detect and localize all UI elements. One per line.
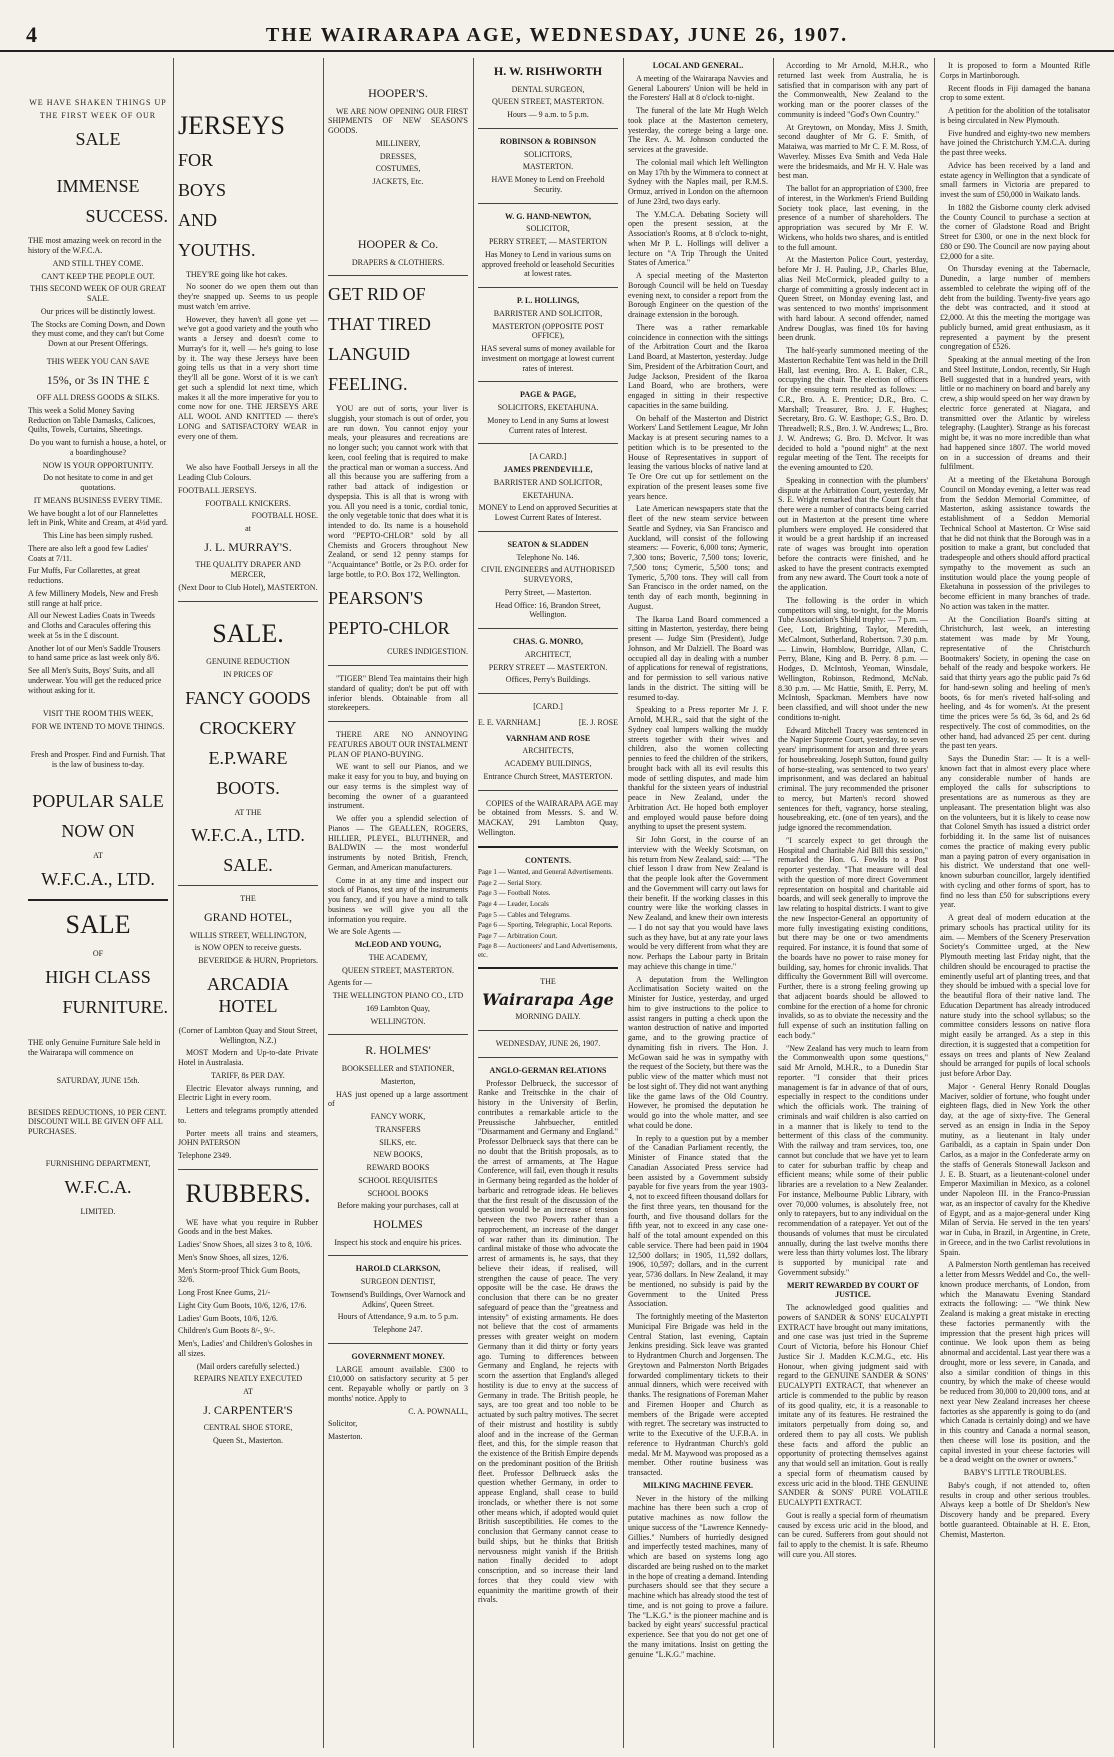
ad-text: Letters and telegrams promptly attended to. (178, 1106, 318, 1125)
news-paragraph: The half-yearly summoned meeting of the Masterton Rechabite Tent was held in the Drill Hall, last evening, Bro. A. E. Baker, C.R., occupying the chair. The election of officers for the ensuing term resulted as follows: — C.R., Bro. A. E. Prentice; D.R., Bro. C. Marshall; Treasurer, Bro. J. F. Hughes; Secretary, Bro. G. W. Easthope; G.S., Bro. D. Threadwell; R.S., Bro. J. W. Andrews; L., Bro. J. W. Andrews; G. Bro. D. McIvor. It was decided to hold a "pound night" at the next regular meeting of the Tent. The receipts for the evening amounted to £20. (778, 346, 928, 472)
card-line: ROBINSON & ROBINSON (499, 136, 596, 146)
ad-line: THE (240, 894, 256, 904)
card-line: E. E. VARNHAM.] (478, 717, 541, 727)
news-paragraph: "I scarcely expect to get through the Hospital and Charitable Aid Bill this session," remarked the Hon. G. Fowlds to a Post reporter yesterday. "That measure will deal with the question of more direct Government representation on hospital and charitable aid boards, and will seek generally to improve the law relating to hospital districts. I want to give the new Inspector-General an opportunity of more fully investigating existing conditions, but there may be one or two amendments required. For instance, it is found that some of the boards have no power to raise money for building, say, homes for chronic invalids. That difficulty the Government Bill will overcome. Further, there is a strong feeling growing up that adjacent boards should be allowed to combine for the erection of a home for chronic invalids, so as to obviate the necessity and the full expense of such an institution falling on each body." (778, 835, 928, 1040)
news-paragraph: A meeting of the Wairarapa Navvies and General Labourers' Union will be held in the Foresters' Hall at 8 o'clock to-night. (628, 73, 768, 103)
card-line: HAS several sums of money available for investment on mortgage at lowest current rates of interest. (481, 344, 615, 373)
card-line: MASTERTON (OPPOSITE POST OFFICE), (492, 321, 604, 341)
ad-headline: SALE. (223, 855, 273, 876)
ad-headline: CROCKERY (199, 717, 297, 738)
column-rule (323, 58, 324, 1748)
card-headline: H. W. RISHWORTH (493, 64, 603, 78)
news-paragraph: In 1882 the Gisborne county clerk advised the County Council to purchase a section at the corner of Gladstone Road and Bright Street for £300, or one in the next block for £80 or £90. The Council are now paying about £2,000 for a site. (940, 202, 1090, 261)
card-line: Telephone No. 146. (516, 552, 580, 562)
news-paragraph: According to Mr Arnold, M.H.R., who returned last week from Australia, he is satisfied that in comparison with any part of the Commonwealth, New Zealand to the working man or the poorer classes of the community is indeed "God's Own Country." (778, 61, 928, 119)
ad-line: SCHOOL BOOKS (367, 1188, 429, 1198)
ad-headline: HOOPER & Co. (357, 236, 439, 251)
card-line: DENTAL SURGEON, (511, 84, 585, 94)
news-paragraph: Says the Dunedin Star: — It is a well-known fact that in almost every place where any considerable number of hands are employed the calls for subscriptions to presentations are as numerous as they are unpleasant. The presentation blight was also on the volunteers, but it is likely to cease now that Colonel Smyth has issued a district order forbidding it. In the same list of nuisances comes the practice of making every public man a paying patron of every organisation in his district. We understand that one well-known suburban councillor, largely identified with cycling and other forms of sport, has to find no less than £50 for subscriptions every year. (940, 754, 1090, 910)
ad-headline: NOW ON (61, 821, 135, 842)
section-divider (478, 1030, 618, 1031)
ad-line: C. A. POWNALL, (408, 1406, 468, 1416)
ad-headline: HOLMES (373, 1217, 423, 1232)
ad-line: Men's Snow Shoes, all sizes, 12/6. (178, 1252, 289, 1262)
card-line: SOLICITORS, (523, 149, 573, 159)
news-paragraph: A petition for the abolition of the totalisator is being circulated in New Plymouth. (940, 106, 1090, 125)
ad-headline: SUCCESS. (85, 206, 168, 227)
card-line: Perry Street, — Masterton. (504, 587, 592, 597)
ad-line: THE only Genuine Furniture Sale held in the Wairarapa will commence on (28, 1038, 161, 1058)
ad-text: Come in at any time and inspect our stock of Pianos, test any of the instruments you fancy, and if you have a mind to talk business we will give you all the information you require. (328, 875, 468, 924)
card-line: VARNHAM AND ROSE (505, 733, 591, 743)
contents-item: Page 3 — Football Notes. (478, 889, 551, 898)
ad-headline: HIGH CLASS (45, 966, 151, 987)
ad-line: THE most amazing week on record in the history of the W.F.C.A. (28, 236, 162, 256)
ad-line: SATURDAY, JUNE 15th. (56, 1075, 140, 1085)
ad-line: Agents for — (328, 978, 372, 988)
column-1-wfca-sale-ad (28, 58, 168, 1748)
ad-line: We have bought a lot of our Flannelettes left in Pink, White and Cream, at 4½d yard. (28, 508, 168, 528)
ad-headline: FEELING. (328, 374, 408, 395)
section-title: LOCAL AND GENERAL. (652, 61, 744, 70)
ad-headline: SALE (75, 128, 121, 149)
card-divider (478, 443, 618, 444)
column-6-local-news (778, 58, 928, 1748)
contents-item: Page 2 — Serial Story. (478, 878, 542, 887)
ad-line: CAN'T KEEP THE PEOPLE OUT. (41, 271, 155, 281)
news-paragraph: At the Masterton Police Court, yesterday, before Mr J. H. Pauling, J.P., Charles Blue, alias Neil McCormick, pleaded guilty to a charge of committing a grossly indecent act in Queen Street, on Monday evening last, and was sentenced to two months' imprisonment with hard labour. A second offender, named Andrew Douglas, was fined 10s for having been drunk. (778, 255, 928, 343)
contents-item: Page 7 — Arbitration Court. (478, 931, 558, 940)
ad-line: DRESSES, (379, 151, 417, 161)
card-divider (478, 693, 618, 694)
paper-nameplate: Wairarapa Age (482, 989, 614, 1009)
ad-line: CENTRAL SHOE STORE, (203, 1423, 293, 1433)
news-paragraph: Recent floods in Fiji damaged the banana crop to some extent. (940, 83, 1090, 103)
card-divider (478, 628, 618, 629)
news-paragraph: The following is the order in which competitors will sing, to-night, for the Morris Tube Association's Shield trophy: — 7 p.m. — Gee, Lott, Brighting, Taylor, Meredith, McCalmont, Sutherland, Robertson. 7.30 p.m. — Linwin, Hornblow, Burridge, Allan, C. Perry, Blane, King and B. Perry. 8 p.m. — Hodges, D. McIntosh, Yeoman, Winsdale, Wellington, Robinson, Redmond, McNab. 8.30 p.m. — Mc Hattie, Smith, E. Perry, M. McIntosh, Spackman. Members have now been classified, and will shoot under the new conditions to-night. (778, 595, 928, 722)
ad-headline: J. CARPENTER'S (203, 1402, 293, 1417)
ad-line: GENUINE REDUCTION (206, 657, 290, 667)
ad-line: IT MEANS BUSINESS EVERY TIME. (33, 495, 163, 505)
ad-divider (328, 1343, 468, 1344)
news-paragraph: Sir John Gorst, in the course of an interview with the Weekly Scotsman, on his return from New Zealand, said: — "The chief lesson I draw from New Zealand is that the people look after the Government and the Government will carry out laws for their benefit. If the working classes in this country were like the working classes in New Zealand, and knew their own interests — I do not say that you would have laws such as they have, but at any rate your laws would be very different from what they are now. Perhaps the Labour party in Britain may achieve this change in time." (628, 835, 768, 971)
ad-divider (328, 275, 468, 276)
ad-line: FOOTBALL HOSE. (251, 511, 318, 521)
ad-headline: YOUTHS. (178, 239, 256, 260)
news-paragraph: Five hundred and eighty-two new members have joined the Christchurch Y.M.C.A. during the past three weeks. (940, 128, 1090, 157)
card-line: PERRY STREET — MASTERTON. (488, 662, 608, 672)
ad-line: LIMITED. (80, 1206, 116, 1216)
ad-line: WELLINGTON. (370, 1016, 426, 1026)
ad-line: Long Frost Knee Gums, 21/- (178, 1288, 271, 1298)
column-rule (934, 58, 935, 1748)
ad-line: AT THE (234, 807, 262, 817)
news-paragraph: Edward Mitchell Tracey was sentenced in the Napier Supreme Court, yesterday, to seven years' imprisonment for arson and three years for housebreaking. Joseph Sutton, found guilty of horse-stealing, was sentenced to two years' imprisonment, and was declared an habitual criminal. The jury recommended the prisoner to mercy, but Marten's record showed sentences for theft, vagrancy, horse stealing, housebreaking, etc. (one of ten years), and the judge ignored the recommendation. (778, 725, 928, 832)
column-rule (623, 58, 624, 1748)
paper-the: THE (540, 977, 556, 987)
ad-line: Telephone 247. (373, 1325, 423, 1335)
ad-text: WE want to sell our Pianos, and we make it easy for you to buy, and buying on our easy terms is the simplest way of becoming the owner of a guaranteed instrument. (328, 762, 468, 811)
ad-line: DRAPERS & CLOTHIERS. (351, 257, 445, 267)
ad-line: (Corner of Lambton Quay and Stout Street, Wellington, N.Z.) (178, 1025, 318, 1045)
card-line: Offices, Perry's Buildings. (505, 675, 591, 685)
news-subheading: BABY'S LITTLE TROUBLES. (963, 1468, 1067, 1477)
ad-line: BESIDES REDUCTIONS, 10 PER CENT. DISCOUNT WILL BE GIVEN OFF ALL PURCHASES. (28, 1107, 167, 1137)
ad-line: THE QUALITY DRAPER AND MERCER, (195, 560, 301, 580)
ad-headline: HOOPER'S. (368, 86, 428, 100)
ad-line: This Line has been simply rushed. (43, 531, 153, 541)
ad-text: LARGE amount available. £300 to £10,000 on satisfactory security at 5 per cent. Repayable wholly or partly on 3 months' notice. Apply to (328, 1364, 468, 1403)
card-text: COPIES of the WAIRARAPA AGE may be obtained from Messrs. S. and W. MACKAY, 291 Lambton Quay, Wellington. (478, 798, 618, 837)
ad-line: IN PRICES OF (223, 670, 273, 680)
ad-headline: FURNITURE. (62, 996, 168, 1017)
card-line: SOLICITOR, (526, 224, 570, 234)
ad-line: NEW BOOKS, (373, 1150, 423, 1160)
ad-headline: ARCADIA HOTEL (206, 973, 289, 1016)
ad-line: at (245, 524, 251, 534)
ad-line: FOOTBALL JERSEYS. (178, 485, 257, 495)
card-line: SEATON & SLADDEN (507, 539, 589, 549)
ad-line: There are also left a good few Ladies' Coats at 7/11. (28, 543, 149, 563)
ad-text: However, they haven't all gone yet — we've got a good variety and the youth who wants a Jersey and doesn't come to Murray's for it, well — he's going to lose by it. The way these Jerseys have been going tells us that in a very short time they'll all be gone. Worst of it is we can't get such a splendid lot next time, which makes it all the more imperative for you to come now for one. THE JERSEYS ARE ALL WOOL AND KNITTED — there's LONG and SATISFACTORY WEAR in every one of them. (178, 314, 318, 441)
contents-heading: CONTENTS. (524, 855, 571, 865)
ad-line: HAROLD CLARKSON, (355, 1264, 441, 1274)
news-paragraph: A deputation from the Wellington Acclimatisation Society waited on the Minister for Justice, yesterday, and urged him to give instructions to the police to assist rangers in putting a check upon the wanton destruction of native and imported game, and to the growing practice of dynamiting fish in rivers. The Hon. J. McGowan said he was in sympathy with the request of the Society, but there was the public view of the matter which must not be lost sight of. They did not want anything like the game laws of the Old Country. However, he promised the deputation he would go into the whole matter, and see what could be done. (628, 974, 768, 1130)
ad-headline: FOR (178, 149, 214, 170)
news-paragraph: Advice has been received by a land and estate agency in Wellington that a syndicate of small farmers in Victoria are prepared to invest the sum of £50,000 in Waikato lands. (940, 160, 1090, 199)
card-divider (478, 790, 618, 791)
news-paragraph: Speaking to a Press reporter Mr J. F. Arnold, M.H.R., said that the sight of the Sydney coal lumpers walking the muddy streets together with their wives and children, also the women collecting pennies to feed the children of the strikers, brought back with all its evil results this mode of settling disputes, and made him thankful for the sixteen years of industrial peace in New Zealand, under the Arbitration Act. He hoped both employer and employed would pause before doing anything to upset the present system. (628, 705, 768, 832)
ad-text: "TIGER" Blend Tea maintains their high standard of quality; don't be put off with inferior blends. Obtainable from all storekeepers. (328, 674, 468, 713)
ad-line: BEVERIDGE & HURN, Proprietors. (198, 956, 318, 966)
ad-headline: PEPTO-CHLOR (328, 617, 450, 638)
ad-headline: GRAND HOTEL, (204, 910, 292, 925)
ad-divider (328, 1255, 468, 1256)
ad-text: Electric Elevator always running, and Electric Light in every room. (178, 1083, 318, 1103)
ad-line: COSTUMES, (375, 164, 421, 174)
ad-line: THIS WEEK YOU CAN SAVE (46, 356, 150, 366)
ad-text: YOU are out of sorts, your liver is sluggish, your stomach is out of order, you are run down. You cannot enjoy your meals, your pleasures and recreations are no longer such; you cannot work with that keen, cool feeling that is required to make the practical man or woman a success. And all this because you are suffering from a rather bad attack of indigestion or dyspepsia. This is all that is wrong with you. All you need is a tonic, cordial tonic, the only vegetable tonic that does what it is intended to do. Its name is a household word "PEPTO-CHLOR" sold by all Chemists and Grocers throughout New Zealand, or send 12 penny stamps for "Acquaintance" Bottle, or 2s P.O. order for large bottle, to P.O. Box 172, Wellington. (328, 404, 468, 579)
ad-line: AT (243, 1387, 253, 1397)
ad-line: FURNISHING DEPARTMENT, (45, 1158, 151, 1168)
card-line: Has Money to Lend in various sums on approved freehold or leasehold Securities at lowest rates. (481, 249, 615, 279)
ad-line: OF (92, 948, 104, 958)
ad-headline: BOOTS. (216, 777, 280, 798)
ad-line: Hours of Attendance, 9 a.m. to 5 p.m. (337, 1312, 459, 1322)
ad-text: WE have what you require in Rubber Goods and in the best Makes. (178, 1217, 318, 1237)
ad-line: All our Newest Ladies Coats in Tweeds and Cloths and Caracules offering this week at 5s in the £ discount. (28, 611, 155, 640)
ad-headline: W.F.C.A., LTD. (41, 869, 155, 890)
ad-line: Another lot of our Men's Saddle Trousers to hand same price as last week only 8/6. (28, 643, 161, 663)
card-line: SOLICITORS, EKETAHUNA. (497, 403, 599, 413)
card-line: JAMES PRENDEVILLE, (503, 465, 593, 475)
paper-date: WEDNESDAY, JUNE 26, 1907. (495, 1039, 601, 1049)
ad-line: SCHOOL REQUISITES (358, 1175, 438, 1185)
column-2-ads (178, 58, 318, 1748)
ad-headline: J. L. MURRAY'S. (204, 539, 292, 554)
contents-list (478, 868, 618, 959)
news-paragraph: "New Zealand has very much to learn from the Commonwealth upon some questions," said Mr Arnold, M.H.R., to a Dunedin Star reporter. "I consider that their prices management is far in advance of that of ours, especially in respect to the conditions under which the officials work. The training of criminals and waif children is also carried on in a manner that is likely to tend to the betterment of this class of the community. With the railway and tram services, too, one cannot but conclude that we have yet to learn to cater for suburban traffic by cheap and efficient means; while some of their public libraries are a revelation to a New Zealander. For instance, Melbourne Public Library, with over 70,000 volumes, is absolutely free, not only to ratepayers, but to any individual on the recommendation of a ratepayer. Yet out of the thousands of volumes that must be circulated annually, during the last twelve months there were less than thirty volumes lost. The library is supported by municipal rate and Government subsidy." (778, 1043, 928, 1277)
column-3-ads (328, 58, 468, 1748)
news-paragraph: It is proposed to form a Mounted Rifle Corps in Martinborough. (940, 61, 1090, 80)
section-divider (478, 846, 618, 848)
news-paragraph: Late American newspapers state that the fleet of the new steam service between Seattle and Sydney, via San Francisco and Auckland, will consist of the following steamers: — Foveric, 6,000 tons; Aymeric, 7,300 tons; Boveric, 7,500 tons; Ioveric, 7,500 tons; Cymeric, 5,500 tons; and Tymeric, 5,700 tons. They will call from San Francisco in the order named, on the tenth day of each month, beginning in August. (628, 504, 768, 611)
contents-item: Page 4 — Leader, Locals (478, 899, 549, 908)
ad-line: SILKS, etc. (379, 1137, 417, 1147)
ad-headline: W.F.C.A. (64, 1176, 132, 1197)
contents-item: Page 5 — Cables and Telegrams. (478, 910, 571, 919)
card-divider (478, 531, 618, 532)
ad-line: TARIFF, 8s PER DAY. (211, 1070, 285, 1080)
ad-line: WE HAVE SHAKEN THINGS UP (29, 98, 167, 107)
news-paragraph: Baby's cough, if not attended to, often results in croup and other serious troubles. Always keep a bottle of Dr Sheldon's New Discovery handy and be prepared. Every bottle guaranteed. Obtainable at H. E. Eton, Chemist, Masterton. (940, 1480, 1090, 1539)
ad-line: Townsend's Buildings, Over Warnock and Adkins', Queen Street. (330, 1289, 466, 1309)
ad-divider (328, 665, 468, 666)
news-paragraph: At the Conciliation Board's sitting at Christchurch, last week, an interesting statement was made by Mr Young, representative of the Christchurch Bootmakers' Society, in opening the case on behalf of the ready and bespoke workers. He said that thirty years ago the public paid 7s 6d for hand-sewn soling and heeling of men's boots, 6s for men's riveted half-soling and heeling, and 4s for women's. At the present time the prices were 5s 6d, 3s 6d, and 2s 6d respectively. The cost of commodities, on the other hand, had advanced 25 per cent. during the past ten years. (940, 614, 1090, 751)
section-divider (478, 1057, 618, 1058)
ad-line: Men's Storm-proof Thick Gum Boots, 32/6. (178, 1265, 300, 1285)
ad-headline: IMMENSE (56, 176, 140, 197)
news-paragraph: The fortnightly meeting of the Masterton Municipal Fire Brigade was held in the Central Station, last evening, Captain Jenkins presiding. Sick leave was granted to Hydrantmen Church and Jorgensen. The Greytown and Palmerston North Brigades forwarded complimentary tickets to their annual dinners, which were received with thanks. The resignations of Foreman Maher and Firemen Hooper and Church as members of the Brigade were accepted with regret. The secretary was instructed to write to the Executive of the U.F.B.A. in reference to Hydrantman Church's gold medal. Mr M. Maywood was proposed as a member. Other routine business was transacted. (628, 1312, 768, 1477)
ad-text: Porter meets all trains and steamers, JOHN PATERSON (178, 1128, 318, 1148)
card-line: CHAS. G. MONRO, (513, 637, 583, 647)
ad-headline: BOYS (178, 179, 227, 200)
ad-line: Before making your purchases, call at (337, 1201, 459, 1211)
card-line: PAGE & PAGE, (520, 390, 576, 400)
ad-line: Light City Gum Boots, 10/6, 12/6, 17/6. (178, 1300, 307, 1310)
ad-line: Inspect his stock and enquire his prices. (334, 1237, 462, 1247)
contents-item: Page 1 — Wanted, and General Advertisements. (478, 868, 613, 877)
ad-line: FOR WE INTEND TO MOVE THINGS. (31, 722, 165, 732)
card-line: QUEEN STREET, MASTERTON. (491, 97, 605, 107)
card-divider (478, 203, 618, 204)
card-line: W. G. HAND-NEWTON, (504, 211, 591, 221)
news-paragraph: A great deal of modern education at the primary schools has practical utility for its aim. — Members of the Scenery Preservation Society's Committee urged, at the New Plymouth meeting last Friday night, that the children should be encouraged to practise the eminently useful art of planting trees, and that they should be imbued with a special love for the beautiful flora of their native land. The Education Department has already introduced nature study into the school syllabus; so the committee considers lessons on native flora might easily be arranged. As a step in this direction, it is suggested that a competition for essays on trees and plants of New Zealand should be arranged for pupils of local schools just before Arbor Day. (940, 913, 1090, 1078)
column-rule (173, 58, 174, 1748)
column-4-cards-and-leader (478, 58, 618, 1748)
ad-line: Masterton, (380, 1076, 416, 1086)
leader-title: ANGLO-GERMAN RELATIONS (489, 1065, 607, 1075)
ad-line: A few Millinery Models, New and Fresh still range at half price. (28, 588, 158, 608)
news-paragraph: Major - General Henry Ronald Douglas Maciver, soldier of fortune, who fought under eighteen flags, died in New York the other day, at the age of sixty-five. The General served as an ensign in India in the Sepoy mutiny, as a lieutenant in Italy under Garibaldi, as a captain in Spain under Don Carlos, as a major in the Confederate army on the staffs of Generals Stonewall Jackson and J. E. B. Stuart, as a lieutenant-colonel under Emperor Maximilian in Mexico, as a colonel under Napoleon III. in the Franco-Prussian war, as an inspector of cavalry for the Khedive of Egypt, and as a major-general under King Milan of Servia. He served in the ten years' war in Cuba, in Brazil, in Argentine, in Crete, in Greece, and in the two Carlist revolutions in Spain. (940, 1081, 1090, 1257)
news-subheading: MERIT REWARDED BY COURT OF JUSTICE. (786, 1280, 920, 1300)
ad-line: FOOTBALL KNICKERS. (205, 498, 291, 508)
ad-headline: SALE. (212, 618, 284, 648)
card-line: Head Office: 16, Brandon Street, Wellington. (495, 600, 601, 620)
news-paragraph: Never in the history of the milking machine has there been such a crop of putative machines as now follow the unique success of the "Lawrence Kennedy-Gillies." Numbers of hurriedly designed and imperfectly tested machines, many of which are based on systems long ago discarded are being rushed on to the market in the hope of creating a demand. Intending purchasers should see that they secure a machine which has already stood the test of time, and is not going to prove a failure. The "L.K.G." is the pioneer machine and is backed by eight years' successful practical experience. See that you do not get one of the many imitations. Insist on getting the genuine "L.K.G." machine. (628, 1493, 768, 1659)
ad-line: is NOW OPEN to receive guests. (194, 943, 302, 953)
ad-text: THEY'RE going like hot cakes. (186, 269, 288, 279)
column-7-general-news (940, 58, 1090, 1748)
card-line: Hours — 9 a.m. to 5 p.m. (507, 110, 589, 120)
ad-line: Ladies' Gum Boots, 10/6, 12/6. (178, 1313, 278, 1323)
news-paragraph: On Thursday evening at the Tabernacle, Dunedin, a large number of members assembled to celebrate the wiping off of the debt from the building. Twenty-five years ago the debt was contracted, and it stood at £2,000. At this the meeting the mortgage was publicly burned, amid great enthusiasm, as it represented a payment by the present congregation of £526. (940, 264, 1090, 352)
ad-divider (28, 899, 168, 901)
column-rule (773, 58, 774, 1748)
news-paragraph: The Y.M.C.A. Debating Society will open the present session, at the Association's Rooms, at 8 o'clock to-night, when Mr P. L. Hollings will deliver a lecture on "A Trip Through the United States of America." (628, 209, 768, 268)
news-paragraph: A special meeting of the Masterton Borough Council will be held on Tuesday evening next, to consider a report from the Borough Engineer on the question of the drainage extension in the borough. (628, 271, 768, 319)
ad-line: MILLINERY, (375, 138, 421, 148)
ad-line: Children's Gum Boots 8/-, 9/-. (178, 1326, 275, 1336)
ad-headline: GET RID OF (328, 284, 426, 305)
card-line: EKETAHUNA. (522, 490, 574, 500)
ad-headline: POPULAR SALE (32, 791, 164, 812)
news-paragraph: The funeral of the late Mr Hugh Welch took place at the Masterton cemetery, yesterday, the cortege being a large one. The Rev. A. M. Johnson conducted the services at the graveside. (628, 106, 768, 154)
newspaper-masthead (0, 22, 1114, 52)
card-line: Money to Lend in any Sums at lowest Current rates of Interest. (487, 415, 609, 435)
ad-headline: LANGUID (328, 344, 410, 365)
ad-text: THERE ARE NO ANNOYING FEATURES ABOUT OUR INSTALMENT PLAN OF PIANO-BUYING. (328, 730, 468, 759)
news-paragraph: On behalf of the Masterton and District Workers' Land Settlement League, Mr John Mackay is at present securing names to a petition which is to be presented to the House of Representatives in support of leasing the various blocks of native land at Te Ore Ore cut up for settlement on the expiration of the present leases some five years hence. (628, 413, 768, 501)
ad-text: We offer you a splendid selection of Pianos — The GEALLEN, ROGERS, HILLIER, PLEYEL, BLUTHNER, and BALDWIN — the most wonderful instruments by noted British, French, German, and American manufacturers. (328, 814, 468, 872)
ad-line: Men's, Ladies' and Children's Goloshes in all sizes. (178, 1339, 313, 1358)
ad-line: THIS SECOND WEEK OF OUR GREAT SALE. (30, 284, 166, 304)
ad-line: BOOKSELLER and STATIONER, (341, 1064, 455, 1074)
card-line: BARRISTER AND SOLICITOR, (493, 477, 603, 487)
contents-item: Page 6 — Sporting, Telegraphic, Local Reports. (478, 921, 613, 930)
column-5-local-news (628, 58, 768, 1748)
ad-divider (328, 721, 468, 722)
ad-line: The Stocks are Coming Down, and Down they must come, and they can't but Come Down at our Present Offerings. (31, 319, 165, 349)
ad-line: AT (93, 851, 103, 861)
ad-line: (Mail orders carefully selected.) (196, 1361, 300, 1371)
card-line: CIVIL ENGINEERS and AUTHORISED SURVEYORS, (481, 565, 615, 585)
news-paragraph: Speaking at the annual meeting of the Iron and Steel Institute, London, recently, Sir Hugh Bell suggested that in a hundred years, with little or no machinery on board and barely any crew, a ship would speed on her way drawn by electric force generated at Niagara, and transmitted over the Atlantic by wireless telegraphy. (Laughter). Strange as his forecast might be, it was no more incredible than what had happened since 1807. The world moved on in a succession of dreams and their fulfilment. (940, 355, 1090, 472)
ad-divider (178, 601, 318, 602)
ad-text: We also have Football Jerseys in all the Leading Club Colours. (178, 463, 318, 483)
news-paragraph: The acknowledged good qualities and powers of SANDER & SONS' EUCALYPTI EXTRACT have brought out many imitations, and one case was just tried in the Supreme Court of Victoria, before his Honour Chief Justice Sir J. Madden K.C.M.G., etc. His Honour, when giving judgment said with regard to the GENUINE SANDER & SONS' EUCALYPTI EXTRACT, that whenever an article is commended to the public by reason of its good quality, etc, it is a reasonable to imitate any of its features. He restrained the imitators perpetually from doing so, and ordered them to pay all costs. We publish these facts and afford the public an opportunity of protecting themselves against any that would sell an imitation. Gout is really a special form of rheumatism caused by excess uric acid in the blood. THE GENUINE SANDER & SONS' PURE VOLATILE EUCALYPTI EXTRACT. (778, 1303, 928, 1507)
ad-line: OFF ALL DRESS GOODS & SILKS. (36, 393, 160, 403)
ad-headline: AND (178, 209, 217, 230)
card-names-row (478, 715, 618, 731)
ad-line: 169 Lambton Quay, (366, 1003, 430, 1013)
ad-line: WILLIS STREET, WELLINGTON, (189, 930, 307, 940)
card-line: ACADEMY BUILDINGS, (504, 759, 592, 769)
card-line: ARCHITECTS, (522, 746, 574, 756)
card-divider (478, 381, 618, 382)
ad-line: Solicitor, (328, 1419, 358, 1429)
page-number: 4 (26, 22, 37, 47)
ad-line: This week a Solid Money Saving Reduction on Table Damasks, Calicoes, Quilts, Towels, Curtains, Sheetings. (28, 405, 156, 435)
ad-line: JACKETS, Etc. (372, 177, 424, 187)
ad-line: FANCY WORK, (370, 1112, 426, 1122)
ad-headline: JERSEYS (178, 111, 285, 140)
news-paragraph: The ballot for an appropriation of £300, free of interest, in the Workmen's Friend Building Society took place, last evening, in the presence of a number of shareholders. The appropriation was secured by Mr F. W. Wickens, who holds two shares, and is entitled to the full amount. (778, 184, 928, 252)
card-line: P. L. HOLLINGS, (516, 296, 580, 306)
ad-line: Queen St., Masterton. (213, 1436, 283, 1446)
card-line: [E. J. ROSE (578, 717, 618, 727)
ad-line: THE ACADEMY, (368, 952, 428, 962)
ad-line: GOVERNMENT MONEY. (351, 1351, 445, 1361)
ad-line: Masterton. (328, 1432, 363, 1442)
ad-line: McLEOD AND YOUNG, (354, 940, 442, 950)
ad-line: Do you want to furnish a house, a hotel, or a boardinghouse? (29, 438, 167, 457)
ad-divider (178, 885, 318, 886)
ad-line: THE WELLINGTON PIANO CO., LTD (332, 991, 464, 1001)
card-line: MASTERTON. (522, 162, 574, 172)
ad-headline: RUBBERS. (185, 1178, 311, 1208)
newspaper-title: THE WAIRARAPA AGE, WEDNESDAY, JUNE 26, 1907. (265, 24, 849, 46)
card-divider (478, 287, 618, 288)
ad-divider (328, 1034, 468, 1035)
card-line: BARRISTER AND SOLICITOR, (493, 308, 603, 318)
ad-line: REPAIRS NEATLY EXECUTED (193, 1374, 303, 1384)
ad-line: TRANSFERS (375, 1124, 421, 1134)
ad-line: NOW IS YOUR OPPORTUNITY. (42, 460, 154, 470)
ad-line: THE FIRST WEEK OF OUR (39, 110, 157, 120)
card-line: HAVE Money to Lend on Freehold Security. (491, 175, 605, 194)
ad-line: SURGEON DENTIST, (360, 1277, 436, 1287)
card-line: ARCHITECT, (524, 649, 572, 659)
ad-line: REWARD BOOKS (366, 1163, 430, 1173)
card-line: [CARD.] (533, 702, 563, 712)
news-paragraph: There was a rather remarkable coincidence in connection with the sittings of the Arbitration Court and the Ikaroa Land Board, at Masterton, yesterday. Judge Sim, President of the Arbitration Court, and Judge Jackson, President of the Ikaroa Land Board, who are brothers, were engaged in sitting in their respective capacities in the same building. (628, 322, 768, 410)
ad-headline: PEARSON'S (328, 587, 424, 608)
news-paragraph: In reply to a question put by a member of the Canadian Parliament recently, the Minister of Finance stated that the Canadian Associated Press service had been assisted by a Government subsidy payable for five years from the year 1903-4, not to exceed fifteen thousand dollars for the first three years, ten thousand for the fourth, and five thousand dollars for the fifth year, not to exceed in any case one-half of the total amount expended on this cable service. There had been paid in 1904 12,500 dollars; in 1905, 11,592 dollars, 1906, 10,597; dollars, and in the current year, 5736 dollars. In New Zealand, it may be mentioned, no subsidy is paid by the Government to the United Press Association. (628, 1133, 768, 1309)
ad-line: Ladies' Snow Shoes, all sizes 3 to 8, 10/6. (178, 1240, 313, 1250)
ad-line: Telephone 2349. (178, 1151, 232, 1161)
ad-headline: THAT TIRED (328, 314, 431, 335)
ad-headline: SALE (65, 910, 131, 940)
ad-headline: E.P.WARE (208, 747, 288, 768)
ad-text: HAS just opened up a large assortment of (328, 1089, 468, 1109)
news-paragraph: At Greytown, on Monday, Miss J. Smith, second daughter of Mr G. F. Smith, of Mataiwa, was married to Mr C. F. M. Ross, of Waverley. Misses Eva Smith and Veda Hale were the bridesmaids, and Mr H. V. Hale was best man. (778, 122, 928, 181)
paper-subtitle: MORNING DAILY. (515, 1012, 581, 1022)
ad-headline: R. HOLMES' (365, 1043, 431, 1058)
ad-headline: FANCY GOODS (185, 687, 311, 708)
ad-divider (178, 1169, 318, 1170)
ad-line: Our prices will be distinctly lowest. (40, 306, 156, 316)
ad-line: Do not hesitate to come in and get quotations. (43, 473, 153, 493)
ad-headline: W.F.C.A., LTD. (191, 825, 305, 846)
news-paragraph: The Ikaroa Land Board commenced a sitting in Masterton, yesterday, there being present — Judge Sim (President), Judge Johnson, and Mr Dalziell. The Board was occupied all day in dealing with a number of applications for renewal of registrations, and for permission to sell various native lands in the district. The sitting will be resumed to-day. (628, 614, 768, 702)
ad-line: Fur Muffs, Fur Collarettes, at great reductions. (28, 566, 141, 586)
contents-item: Page 8 — Auctioneers' and Land Advertisements, etc. (478, 942, 618, 959)
news-paragraph: Speaking in connection with the plumbers' dispute at the Arbitration Court, yesterday, Mr S. E. Wright remarked that the Court felt that there were a number of contracts being carried out in Masterton at the present time where plumbers were employed. He considered that it would be a great hardship if an increased rate of wages was brought into operation before the contracts were finished, and he asked to have the present contracts exempted from any new award. The Court took a note of the application. (778, 475, 928, 592)
column-rule (473, 58, 474, 1748)
news-subheading: MILKING MACHINE FEVER. (642, 1480, 753, 1490)
card-line: [A CARD.] (529, 452, 567, 462)
ad-line: Fresh and Prosper. Find and Furnish. That is the law of business to-day. (30, 749, 166, 769)
ad-line: CURES INDIGESTION. (387, 647, 468, 657)
ad-line: (Next Door to Club Hotel), MASTERTON. (178, 582, 318, 592)
card-divider (478, 128, 618, 129)
news-paragraph: The colonial mail which left Wellington on May 17th by the Wimmera to connect at Sydney with the Naples mail, per R.M.S. Ormuz, arrived in London on the afternoon of June 23rd, two days early. (628, 157, 768, 206)
ad-line: AND STILL THEY COME. (52, 258, 144, 268)
news-paragraph: At a meeting of the Eketahuna Borough Council on Monday evening, a letter was read from the Seddon Memorial Committee, of Masterton, asking assistance towards the establishment of a Seddon Memorial Technical School at Masterton. Cr Wise said that he did not think that the Borough was in a position to make a grant, but concluded that tradespeople and others should afford practical sympathy to the movement as such an institution would place the young people of Eketahuna in possession of the privileges to become efficient in many branches of trade. No action was taken in the matter. (940, 475, 1090, 611)
ad-text: WE ARE NOW OPENING OUR FIRST SHIPMENTS OF NEW SEASON'S GOODS. (328, 106, 468, 136)
news-paragraph: Gout is really a special form of rheumatism caused by excess uric acid in the blood, and can be cured. Sufferers from gout should not fail to apply to the chemist. It is safe. Rheumo will cure you. All stores. (778, 1510, 928, 1559)
ad-line: See all Men's Suits, Boys' Suits, and all underwear. You will get the reduced price without asking for it. (28, 666, 162, 695)
ad-line: QUEEN STREET, MASTERTON. (341, 965, 455, 975)
ad-text: No sooner do we open them out than they're snapped up. Seems to us people must watch 'em arrive. (178, 282, 318, 311)
card-line: MONEY to Lend on approved Securities at Lowest Current Rates of Interest. (478, 503, 618, 523)
news-paragraph: A Palmerston North gentleman has received a letter from Messrs Weddel and Co., the well-known produce merchants, of London, from which the Manawatu Evening Standard extracts the following: — "We think New Zealand is making a great mistake in erecting these factories permanently with the impression that the present high prices will continue. We look upon them as being abnormal and accidental. Last year there was a drought, more or less severe, in Canada, and also a similar condition of things in this country, by which the make of cheese would be reduced from 30,000 to 20,000 tons, and at next year New Zealand increases her cheese factories as she apparently is going to do (and which Canada is certainly doing) and we have in this country and Canada a normal season, then cheese will lose its position, and the capital invested in your cheese factories will be a dead weight on the owner or owners." (940, 1260, 1090, 1465)
ad-line: 15%, or 3s IN THE £ (46, 372, 150, 387)
card-line: PERRY STREET, — MASTERTON (488, 237, 608, 247)
ad-line: We are Sole Agents — (328, 927, 401, 937)
card-line: Entrance Church Street, MASTERTON. (483, 771, 613, 781)
ad-line: VISIT THE ROOM THIS WEEK, (42, 709, 154, 719)
ad-text: MOST Modern and Up-to-date Private Hotel in Australasia. (178, 1048, 318, 1068)
section-divider (478, 967, 618, 969)
leader-paragraph: Professor Delbrueck, the successor of Ranke and Treitschke in the chair of history in the University of Berlin, contributes a remarkable article to the Preussische Jahrbuecher, entitled "Disarmament and Germany and England." Professor Delbrueck says that there can be no doubt that the British proposals, as to the arrest of armaments, at The Hague Conference, will fail, even though it results in Germany being regarded as the holder of barbaric and retrograde ideas. He believes that the first result of the discussion of the question would be an increase of tension between the two Powers rather than a rapprochement, an increase of the danger of war rather than its diminution. The cardinal mistake of those who advocate the arrest of armaments is, he says, that they believe their ideas, if realised, will strengthen the cause of peace. The very opposite will be the case. He draws the conclusion that there can be no greater safeguard of peace than the "greatness and intensity" of existing armaments. He does not believe that the cost of armaments presses with greater weight on modern Germany than it did thirty or forty years ago. Turning to differences between Germany and England, he rejects with scorn the assertion that England's alleged hostility is due to envy at the success of Germany in trade. The British people, he says, are too great and too noble to be actuated by such paltry motives. The secret of their mistrust and hostility is subtly aloof and in the increase of the German fleet, and this, for the simple reason that the existence of the British Empire depends on the predominant position of the British fleet. Professor Delbrueck asks the question whether Germany, in order to appease England, shall cease to build ironclads, or whether there is not some other means which, if adopted would quiet British susceptibilities. He comes to the conclusion that Germany cannot cease to build ships, but he thinks that British nervousness might vanish if the British nation finally decided to adopt conscription, and so increase their land forces that they could view with equanimity the maritime growth of their rivals. (478, 1078, 618, 1605)
